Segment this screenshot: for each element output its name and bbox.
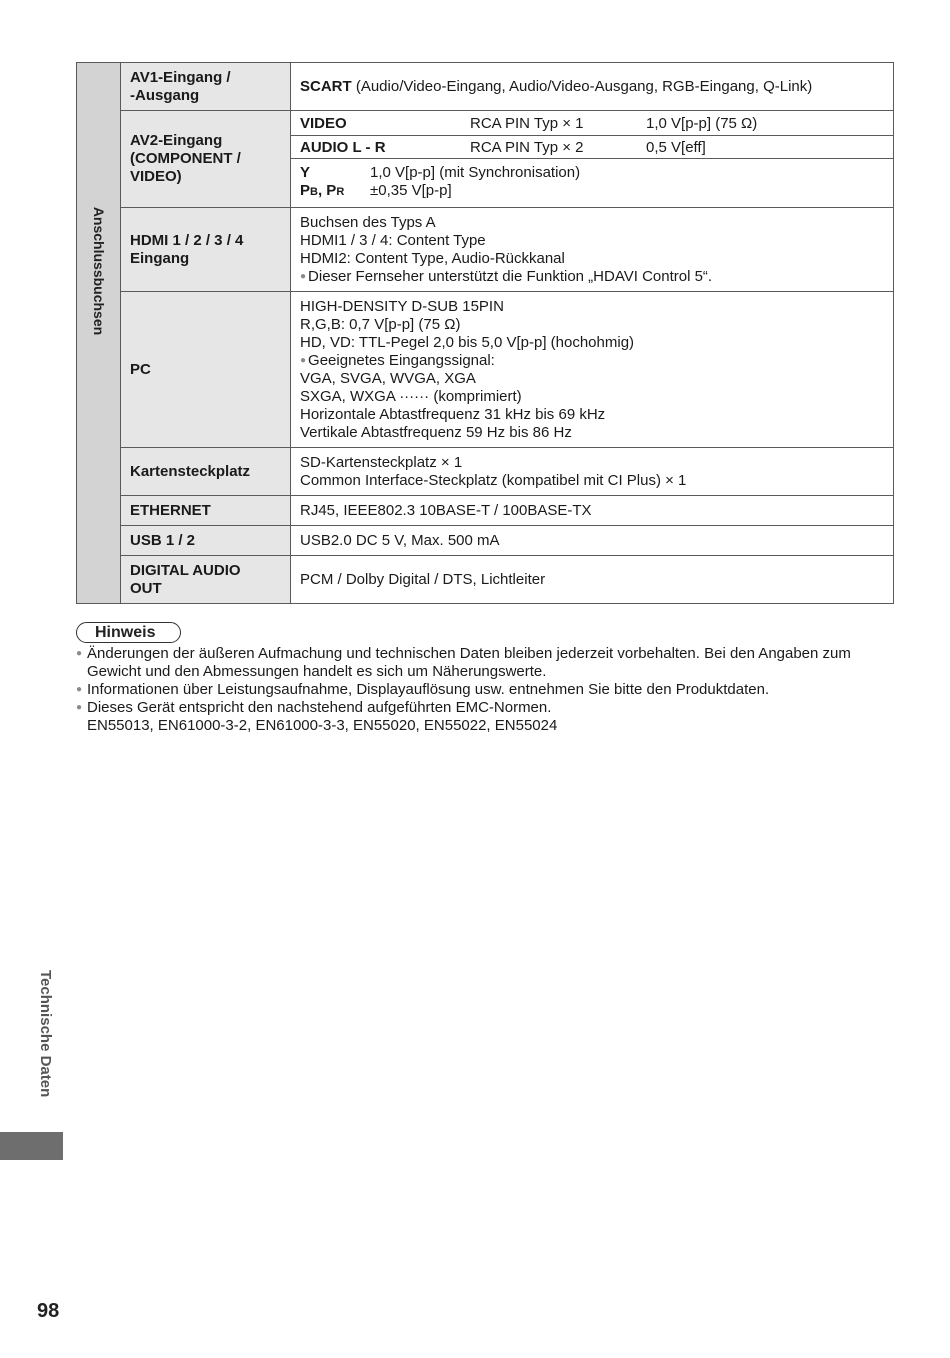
page-number: 98 xyxy=(37,1300,60,1322)
value-line: Vertikale Abtastfrequenz 59 Hz bis 86 Hz xyxy=(300,423,572,441)
value-line: HDMI1 / 3 / 4: Content Type xyxy=(300,231,486,249)
label-line: AV1-Eingang / xyxy=(130,68,231,86)
pbpr-key-part: B xyxy=(310,186,318,198)
side-tab-bar xyxy=(0,1132,63,1160)
video-type: RCA PIN Typ × 1 xyxy=(470,115,584,132)
section-label-cell xyxy=(77,63,121,604)
value-pc xyxy=(291,292,894,448)
value-line: R,G,B: 0,7 V[p-p] (75 Ω) xyxy=(300,315,461,333)
value-line: Common Interface-Steckplatz (kompatibel mit CI Plus) × 1 xyxy=(300,471,687,489)
audio-name: AUDIO L - R xyxy=(300,138,386,156)
y-value: 1,0 V[p-p] (mit Synchronisation) xyxy=(370,164,581,181)
video-name: VIDEO xyxy=(300,115,347,132)
note-item xyxy=(76,681,894,699)
spec-table xyxy=(76,62,894,604)
row-pc xyxy=(77,292,894,448)
note-item xyxy=(76,645,894,681)
value-av1 xyxy=(291,63,894,111)
value-line: VGA, SVGA, WVGA, XGA xyxy=(300,369,476,387)
section-label: Anschlussbuchsen xyxy=(90,206,107,336)
bullet-line xyxy=(300,352,884,370)
label-av1 xyxy=(121,63,291,111)
value-av2 xyxy=(291,111,894,208)
row-digital-audio xyxy=(77,556,894,604)
label-line: AV2-Eingang xyxy=(130,132,223,149)
label-line: HDMI 1 / 2 / 3 / 4 xyxy=(130,231,244,249)
scart-label: SCART xyxy=(300,77,352,95)
row-usb xyxy=(77,526,894,556)
video-spec: 1,0 V[p-p] (75 Ω) xyxy=(646,115,758,132)
value-line: HIGH-DENSITY D-SUB 15PIN xyxy=(300,297,504,315)
label-line: Eingang xyxy=(130,249,190,267)
note-line: Dieses Gerät entspricht den nachstehend aufgeführten EMC-Normen. xyxy=(87,699,552,716)
bullet-text: Dieser Fernseher unterstützt die Funktion „HDAVI Control 5“. xyxy=(308,267,713,285)
note-line: Informationen über Leistungsaufnahme, Displayauflösung usw. entnehmen Sie bitte den Produktdaten. xyxy=(87,681,770,698)
value-ethernet: RJ45, IEEE802.3 10BASE-T / 100BASE-TX xyxy=(291,496,894,526)
value-line: Buchsen des Typs A xyxy=(300,213,436,231)
label-line: VIDEO) xyxy=(130,168,182,185)
label-line: (COMPONENT / xyxy=(130,150,241,167)
pbpr-key-part: R xyxy=(336,186,345,198)
value-line: Horizontale Abtastfrequenz 31 kHz bis 69 kHz xyxy=(300,405,606,423)
hinweis-notes xyxy=(76,645,894,735)
note-item xyxy=(76,699,894,735)
row-card xyxy=(77,448,894,496)
bullet-line xyxy=(300,268,884,286)
note-line: EN55013, EN61000-3-2, EN61000-3-3, EN55020, EN55022, EN55024 xyxy=(87,717,558,734)
label-pc: PC xyxy=(121,292,291,448)
row-ethernet xyxy=(77,496,894,526)
value-line: HDMI2: Content Type, Audio-Rückkanal xyxy=(300,249,565,267)
pbpr-key xyxy=(300,182,370,201)
bullet-icon: ● xyxy=(300,270,307,282)
bullet-icon: ● xyxy=(300,354,307,366)
value-digital-audio: PCM / Dolby Digital / DTS, Lichtleiter xyxy=(291,556,894,604)
row-av1 xyxy=(77,63,894,111)
bullet-icon: ● xyxy=(76,684,83,695)
row-hdmi xyxy=(77,208,894,292)
label-line: OUT xyxy=(130,579,162,597)
audio-type: RCA PIN Typ × 2 xyxy=(470,138,584,156)
component-subrow xyxy=(291,158,893,206)
label-ethernet: ETHERNET xyxy=(121,496,291,526)
note-line: Gewicht und den Abmessungen handelt es sich um Näherungswerte. xyxy=(87,663,547,680)
label-card: Kartensteckplatz xyxy=(121,448,291,496)
label-usb: USB 1 / 2 xyxy=(121,526,291,556)
value-card xyxy=(291,448,894,496)
pbpr-value: ±0,35 V[p-p] xyxy=(370,182,452,199)
scart-desc: (Audio/Video-Eingang, Audio/Video-Ausgang, RGB-Eingang, Q-Link) xyxy=(351,77,813,95)
value-line: SD-Kartensteckplatz × 1 xyxy=(300,453,463,471)
hinweis-heading: Hinweis xyxy=(76,622,181,643)
bullet-text: Geeignetes Eingangssignal: xyxy=(308,351,495,369)
side-tab-label: Technische Daten xyxy=(37,970,54,1098)
pbpr-key-part: , P xyxy=(317,182,337,199)
value-line: HD, VD: TTL-Pegel 2,0 bis 5,0 V[p-p] (hochohmig) xyxy=(300,333,635,351)
label-line: -Ausgang xyxy=(130,86,200,104)
label-hdmi xyxy=(121,208,291,292)
audio-subrow xyxy=(291,135,893,158)
bullet-icon: ● xyxy=(76,648,83,659)
value-usb: USB2.0 DC 5 V, Max. 500 mA xyxy=(291,526,894,556)
video-subrow xyxy=(291,112,893,135)
value-hdmi xyxy=(291,208,894,292)
pbpr-key-part: P xyxy=(300,182,311,199)
label-digital-audio xyxy=(121,556,291,604)
value-line: SXGA, WXGA ······ (komprimiert) xyxy=(300,387,522,405)
y-key: Y xyxy=(300,164,311,181)
label-line: DIGITAL AUDIO xyxy=(130,561,241,579)
note-line: Änderungen der äußeren Aufmachung und technischen Daten bleiben jederzeit vorbehalten. Bei den Angaben zum xyxy=(87,645,851,662)
row-av2 xyxy=(77,111,894,208)
bullet-icon: ● xyxy=(76,702,83,713)
audio-spec: 0,5 V[eff] xyxy=(646,138,706,156)
label-av2 xyxy=(121,111,291,208)
